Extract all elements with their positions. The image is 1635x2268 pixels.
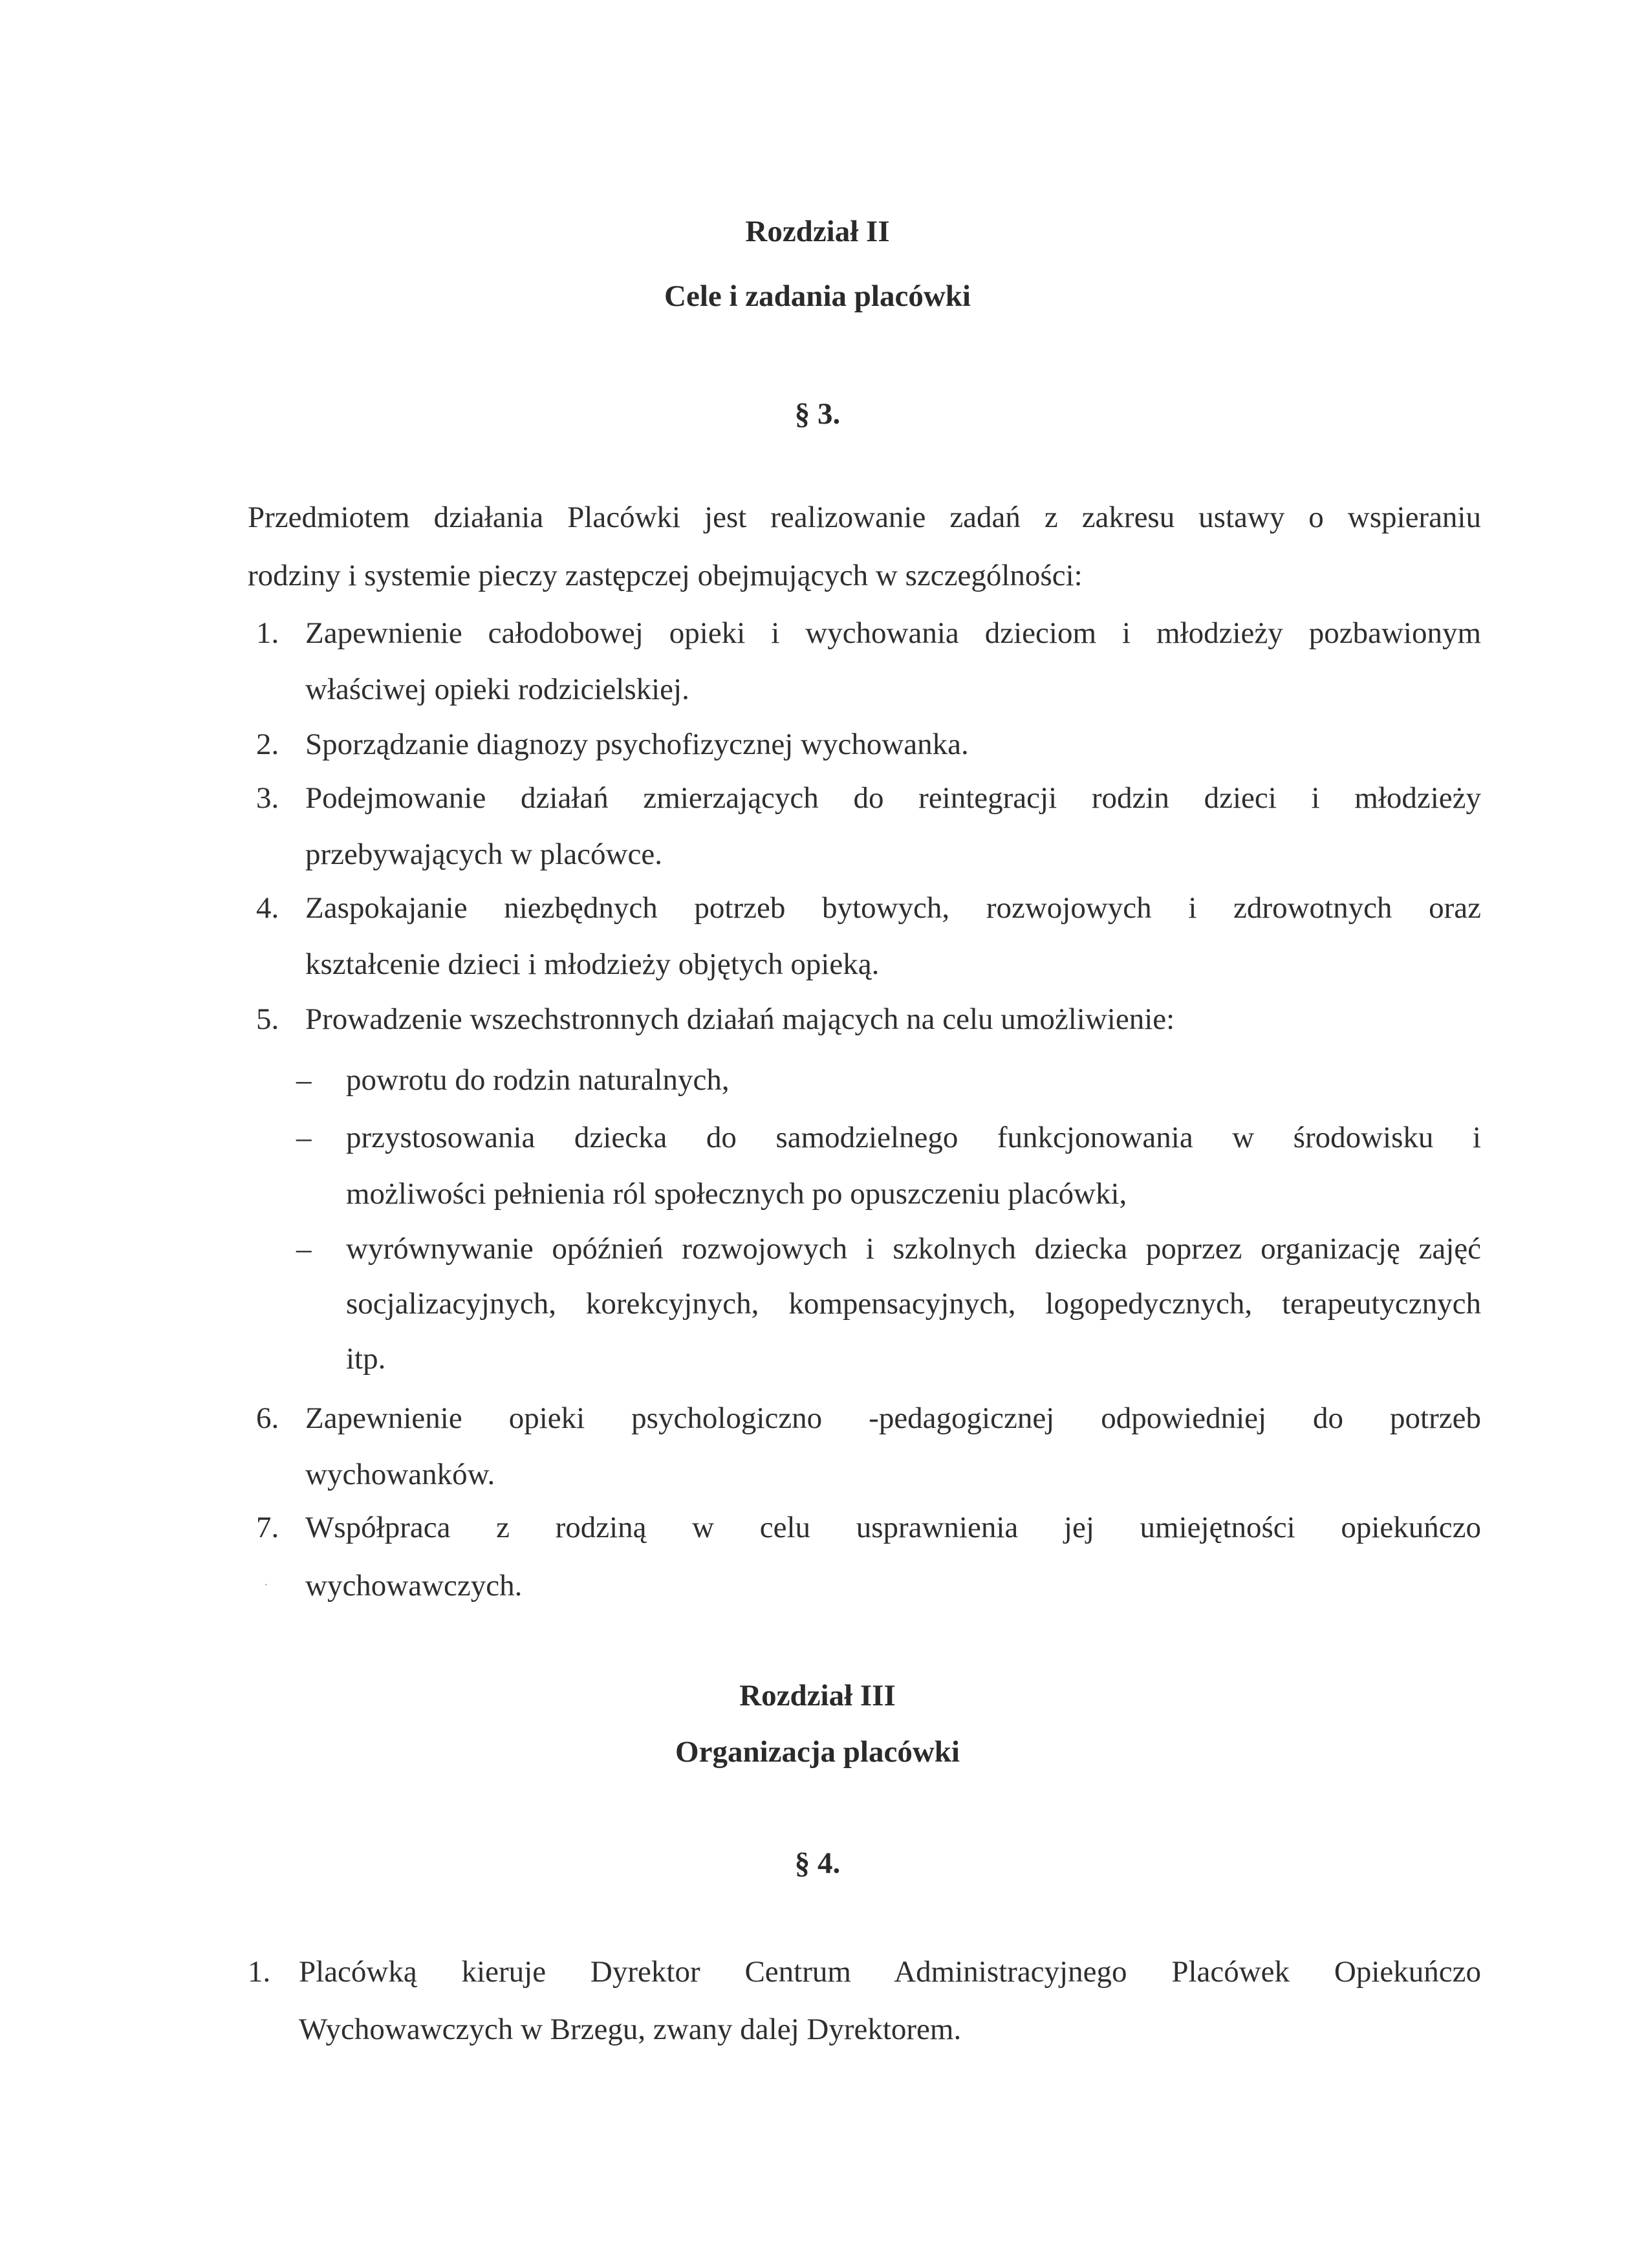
item-6-line-2: wychowanków. [305, 1458, 495, 1491]
item-7-line-2: wychowawczych. [305, 1569, 523, 1603]
section-4-heading: § 4. [794, 1846, 841, 1880]
bullet-2-line-2: możliwości pełnienia ról społecznych po opuszczeniu placówki, [346, 1177, 1127, 1211]
bullet-3-line-3: itp. [346, 1342, 386, 1376]
item-6-number: 6. [256, 1401, 279, 1435]
bullet-2-line-1: przystosowania dziecka do samodzielnego funkcjonowania w środowisku i [346, 1121, 1481, 1154]
chapter-2-subtitle: Cele i zadania placówki [664, 279, 971, 313]
chapter-3-title: Rozdział III [739, 1679, 896, 1712]
section-4-item-1-number: 1. [248, 1955, 271, 1989]
item-3-line-1: Podejmowanie działań zmierzających do reintegracji rodzin dzieci i młodzieży [305, 781, 1481, 815]
item-5-number: 5. [256, 1002, 279, 1036]
item-6-line-1: Zapewnienie opieki psychologiczno -pedagogicznej odpowiedniej do potrzeb [305, 1401, 1481, 1435]
bullet-1-line-1: powrotu do rodzin naturalnych, [346, 1063, 730, 1097]
item-2-line-1: Sporządzanie diagnozy psychofizycznej wychowanka. [305, 728, 969, 761]
item-7-line-1: Współpraca z rodziną w celu usprawnienia jej umiejętności opiekuńczo [305, 1511, 1481, 1544]
section-4-item-1-line-1: Placówką kieruje Dyrektor Centrum Administracyjnego Placówek Opiekuńczo [299, 1955, 1481, 1989]
bullet-1-dash: – [296, 1063, 312, 1097]
chapter-2-title: Rozdział II [745, 215, 890, 248]
item-1-line-2: właściwej opieki rodzicielskiej. [305, 673, 689, 706]
item-3-line-2: przebywających w placówce. [305, 837, 662, 871]
intro-line-2: rodziny i systemie pieczy zastępczej obejmujących w szczególności: [248, 559, 1083, 592]
item-4-line-1: Zaspokajanie niezbędnych potrzeb bytowych, rozwojowych i zdrowotnych oraz [305, 891, 1481, 925]
item-4-line-2: kształcenie dzieci i młodzieży objętych opieką. [305, 947, 880, 981]
item-2-number: 2. [256, 728, 279, 761]
item-7-number: 7. [256, 1511, 279, 1544]
bullet-3-line-2: socjalizacyjnych, korekcyjnych, kompensacyjnych, logopedycznych, terapeutycznych [346, 1287, 1481, 1321]
item-4-number: 4. [256, 891, 279, 925]
section-4-item-1-line-2: Wychowawczych w Brzegu, zwany dalej Dyrektorem. [299, 2013, 962, 2046]
chapter-3-subtitle: Organizacja placówki [675, 1735, 960, 1769]
intro-line-1: Przedmiotem działania Placówki jest realizowanie zadań z zakresu ustawy o wspieraniu [248, 501, 1481, 534]
section-3-heading: § 3. [794, 397, 841, 431]
bullet-3-dash: – [296, 1232, 312, 1266]
scan-speck: · [264, 1578, 268, 1592]
item-3-number: 3. [256, 781, 279, 815]
item-1-number: 1. [256, 616, 279, 650]
bullet-2-dash: – [296, 1121, 312, 1154]
item-5-line-1: Prowadzenie wszechstronnych działań mających na celu umożliwienie: [305, 1002, 1175, 1036]
bullet-3-line-1: wyrównywanie opóźnień rozwojowych i szkolnych dziecka poprzez organizację zajęć [346, 1232, 1481, 1266]
item-1-line-1: Zapewnienie całodobowej opieki i wychowania dzieciom i młodzieży pozbawionym [305, 616, 1481, 650]
